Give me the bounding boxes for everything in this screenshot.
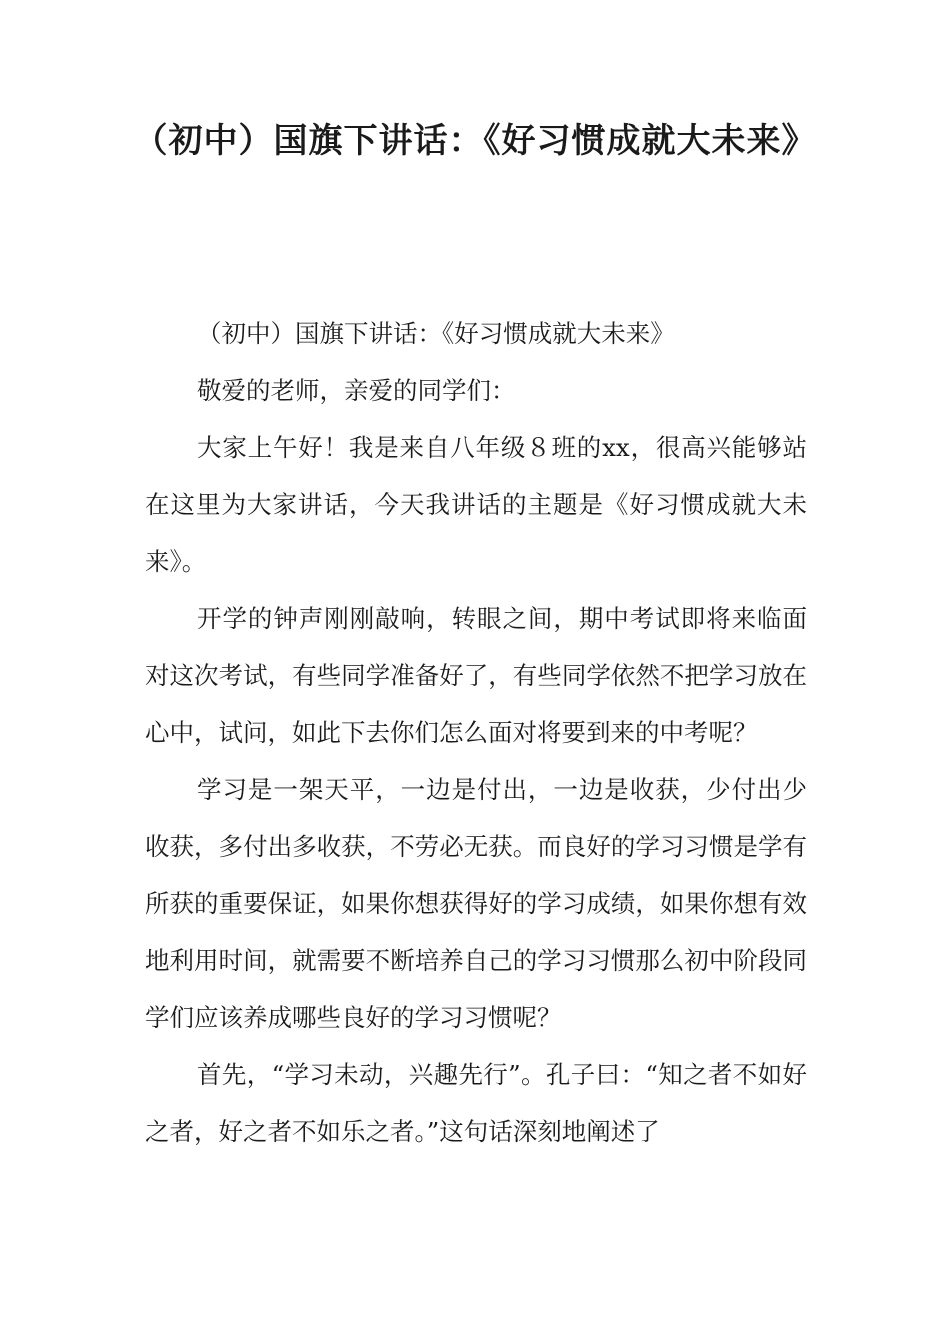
paragraph-salutation: 敬爱的老师，亲爱的同学们： [197,376,516,405]
paragraph-interest: 首先，“学习未动，兴趣先行”。孔子曰：“知之者不如好之者，好之者不如乐之者。”这句话深刻地阐述了 [145,1060,807,1146]
document-body [145,305,807,1160]
document-title: （初中）国旗下讲话：《好习惯成就大未来》 [133,121,817,161]
paragraph-greeting: 大家上午好！我是来自八年级８班的xx，很高兴能够站在这里为大家讲话，今天我讲话的主题是《好习惯成就大未来》。 [145,433,807,576]
paragraph-exam: 开学的钟声刚刚敲响，转眼之间，期中考试即将来临面对这次考试，有些同学准备好了，有些同学依然不把学习放在心中，试问，如此下去你们怎么面对将要到来的中考呢？ [145,604,807,747]
paragraph-study-balance: 学习是一架天平，一边是付出，一边是收获，少付出少收获，多付出多收获，不劳必无获。而良好的学习习惯是学有所获的重要保证，如果你想获得好的学习成绩，如果你想有效地利用时间，就需要不断培养自己的学习习惯那么初中阶段同学们应该养成哪些良好的学习习惯呢？ [145,775,807,1032]
paragraph-subtitle: （初中）国旗下讲话：《好习惯成就大未来》 [197,319,675,348]
